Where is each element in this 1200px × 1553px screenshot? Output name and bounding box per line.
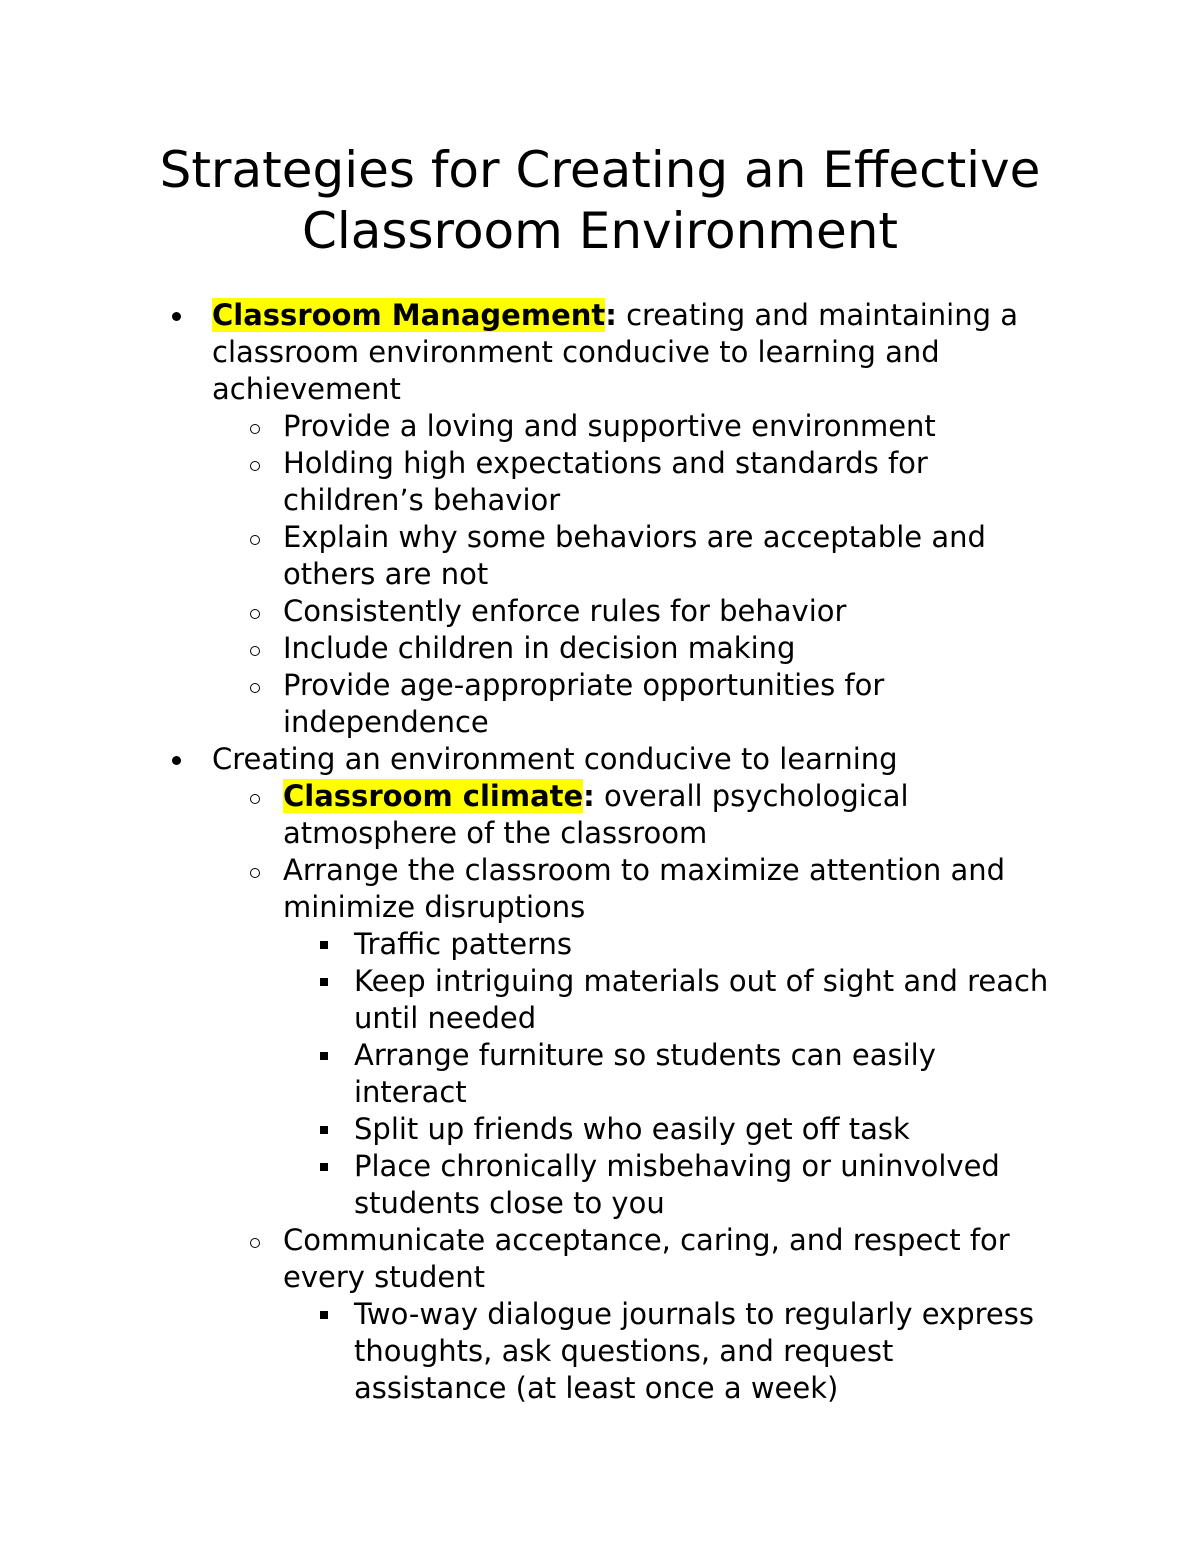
list-item: Provide age-appropriate opportunities for independence xyxy=(0,667,1053,741)
definition-classroom-climate: overall psychological atmosphere of the classroom xyxy=(283,779,909,850)
list-item: Consistently enforce rules for behavior xyxy=(0,593,1053,630)
list-item-communicate-acceptance: Communicate acceptance, caring, and respect for every student Two-way dialogue journals to regularly express thoughts, ask questions, and request assistance (at least once a week) xyxy=(0,1222,1053,1407)
section-heading-creating-environment: Creating an environment conducive to learning xyxy=(212,742,898,776)
list-item-classroom-climate xyxy=(0,778,1053,852)
square-bullet-icon xyxy=(320,1126,328,1134)
square-bullet-icon xyxy=(320,941,328,949)
list-item: Two-way dialogue journals to regularly express thoughts, ask questions, and request assistance (at least once a week) xyxy=(0,1296,1054,1407)
communicate-sub-list xyxy=(283,1296,1053,1407)
square-bullet-icon xyxy=(320,1052,328,1060)
circle-bullet-icon xyxy=(250,535,260,545)
main-bullet-list xyxy=(0,297,1200,1407)
bullet-dot-icon xyxy=(172,312,181,321)
circle-bullet-icon xyxy=(250,461,260,471)
bullet-dot-icon xyxy=(172,756,181,765)
circle-bullet-icon xyxy=(250,646,260,656)
circle-bullet-icon xyxy=(250,609,260,619)
term-colon: : xyxy=(583,779,595,813)
list-item: Traffic patterns xyxy=(0,926,1054,963)
list-item: Provide a loving and supportive environment xyxy=(0,408,1053,445)
title-line-2: Classroom Environment xyxy=(301,202,899,260)
list-item: Keep intriguing materials out of sight and reach until needed xyxy=(0,963,1054,1037)
term-colon: : xyxy=(605,298,617,332)
list-item: Place chronically misbehaving or uninvolved students close to you xyxy=(0,1148,1054,1222)
term-classroom-management: Classroom Management xyxy=(212,298,606,332)
environment-sub-list xyxy=(212,778,1072,1407)
list-item: Holding high expectations and standards for children’s behavior xyxy=(0,445,1053,519)
square-bullet-icon xyxy=(320,1311,328,1319)
title-line-1: Strategies for Creating an Effective xyxy=(159,141,1041,199)
term-classroom-climate: Classroom climate xyxy=(283,779,584,813)
list-item: Split up friends who easily get off task xyxy=(0,1111,1054,1148)
list-item-creating-environment xyxy=(0,741,1072,1407)
list-item: Include children in decision making xyxy=(0,630,1053,667)
list-item-classroom-management xyxy=(0,297,1072,741)
circle-bullet-icon xyxy=(250,794,260,804)
circle-bullet-icon xyxy=(250,424,260,434)
circle-bullet-icon xyxy=(250,683,260,693)
square-bullet-icon xyxy=(320,1163,328,1171)
arrange-sub-list xyxy=(283,926,1053,1222)
square-bullet-icon xyxy=(320,978,328,986)
document-body xyxy=(0,297,1200,1407)
list-item-arrange-classroom: Arrange the classroom to maximize attention and minimize disruptions Traffic patterns Keep intriguing materials out of sight and reach until needed Arrange furniture so students can easily interact Split up friends who easily get off task Place chronically misbehaving or uninvolved students close to you xyxy=(0,852,1053,1222)
circle-bullet-icon xyxy=(250,868,260,878)
document-title xyxy=(0,140,1200,262)
definition-classroom-management: creating and maintaining a classroom environment conducive to learning and achievement xyxy=(212,298,1019,406)
circle-bullet-icon xyxy=(250,1238,260,1248)
list-item: Explain why some behaviors are acceptable and others are not xyxy=(0,519,1053,593)
management-sub-list xyxy=(212,408,1072,741)
list-item: Arrange furniture so students can easily interact xyxy=(0,1037,1054,1111)
